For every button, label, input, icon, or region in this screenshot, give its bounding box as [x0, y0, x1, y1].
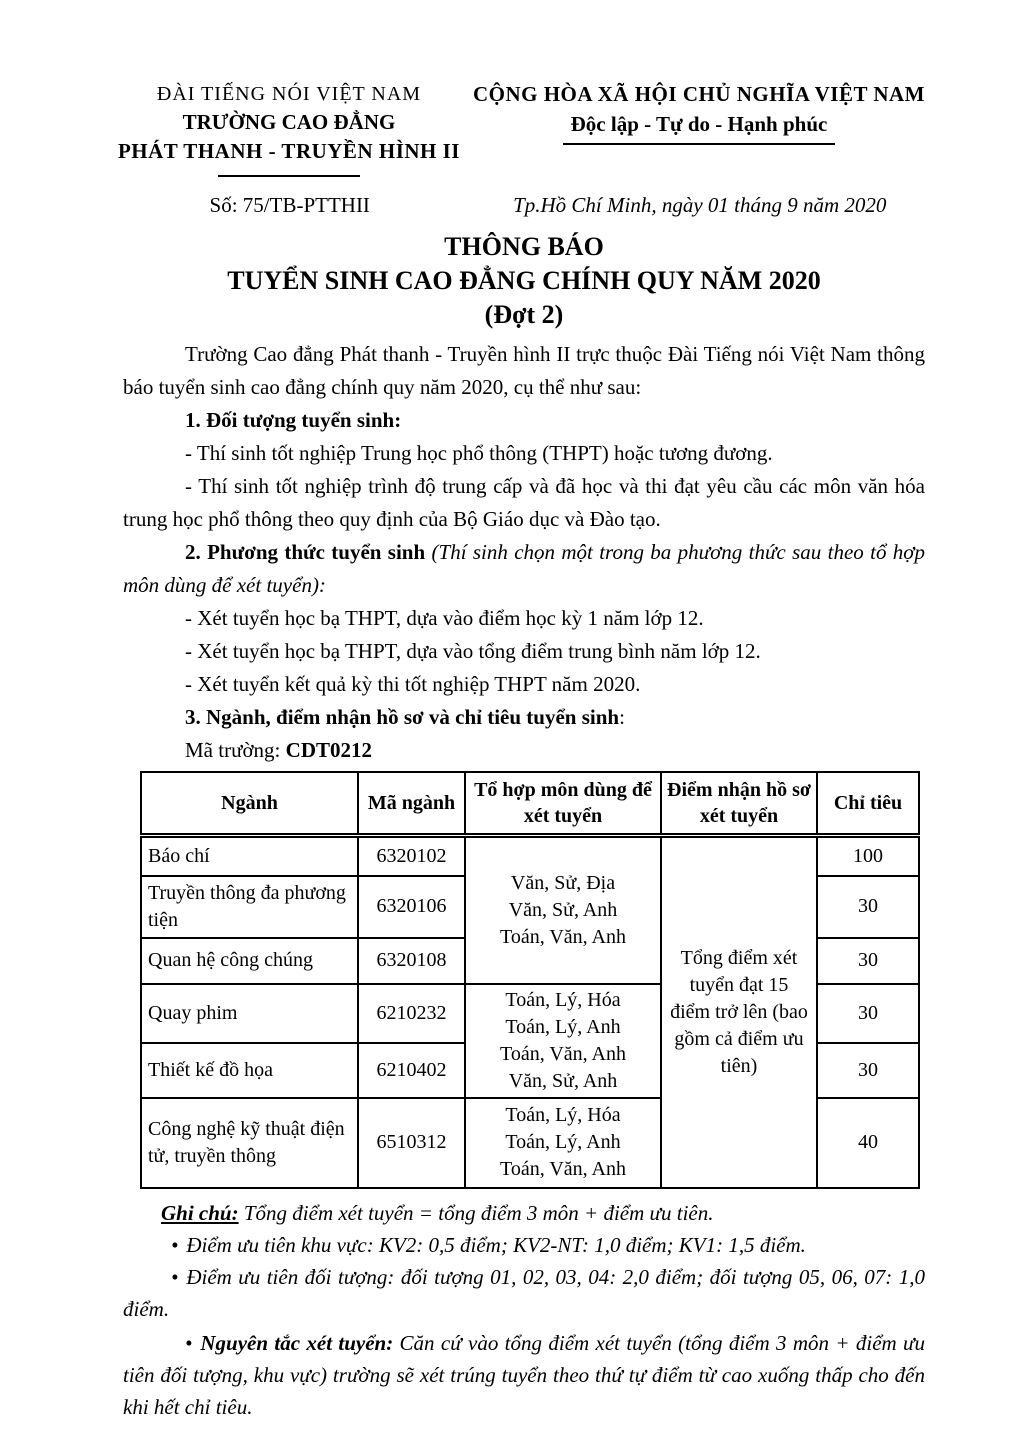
section1-item2: - Thí sinh tốt nghiệp trình độ trung cấp và đã học và thi đạt yêu cầu các môn văn hóa trung học phổ thông theo quy định của Bộ Giáo dục và Đào tạo.: [123, 474, 925, 531]
parent-organization-name: ĐÀI TIẾNG NÓI VIỆT NAM: [156, 83, 422, 105]
cell-diem-nhan: Tổng điểm xét tuyển đạt 15 điểm trở lên (bao gồm cả điểm ưu tiên): [661, 836, 817, 1188]
tohop-line: Toán, Văn, Anh: [500, 925, 626, 948]
reference-row: [123, 193, 925, 218]
tohop-line: Toán, Lý, Anh: [505, 1015, 621, 1038]
note-ghichu-label: Ghi chú:: [161, 1200, 239, 1225]
letterhead-left-rule: [218, 175, 360, 177]
cell-ma-nganh: 6320106: [358, 876, 465, 938]
note-principle-label: Nguyên tắc xét tuyển:: [200, 1330, 394, 1355]
section2-item1: - Xét tuyển học bạ THPT, dựa vào điểm học kỳ 1 năm lớp 12.: [185, 606, 704, 630]
section3-heading: [123, 701, 925, 734]
document-title: [123, 230, 925, 332]
school-code-label: Mã trường:: [185, 738, 286, 762]
header-diem-nhan: Điểm nhận hồ sơ xét tuyển: [661, 772, 817, 836]
cell-nganh: Thiết kế đồ họa: [141, 1043, 358, 1098]
section2-heading: [123, 536, 925, 602]
note-bullet1: [123, 1229, 925, 1261]
section2-item3: - Xét tuyển kết quả kỳ thi tốt nghiệp THPT năm 2020.: [185, 672, 641, 696]
cell-nganh: Quay phim: [141, 984, 358, 1043]
tohop-line: Văn, Sử, Anh: [508, 898, 618, 921]
section3-heading-bold: 3. Ngành, điểm nhận hồ sơ và chỉ tiêu tuyển sinh: [185, 705, 620, 729]
notes-section: [123, 1197, 925, 1423]
note-bullet2: [123, 1261, 925, 1325]
header-nganh: Ngành: [141, 772, 358, 836]
section1-heading: 1. Đối tượng tuyển sinh:: [185, 408, 402, 432]
school-name-line2: PHÁT THANH - TRUYỀN HÌNH II: [117, 139, 460, 163]
cell-nganh: Quan hệ công chúng: [141, 938, 358, 984]
cell-nganh: Công nghệ kỹ thuật điện tử, truyền thông: [141, 1098, 358, 1188]
cell-chi-tieu: 40: [817, 1098, 919, 1188]
cell-nganh: Báo chí: [141, 836, 358, 876]
header-to-hop: Tổ hợp môn dùng để xét tuyển: [465, 772, 661, 836]
title-line3: (Đợt 2): [484, 300, 564, 329]
cell-ma-nganh: 6210402: [358, 1043, 465, 1098]
section2-heading-italic: (Thí sinh chọn một trong ba phương thức sau theo tổ hợp môn dùng để xét tuyển):: [123, 540, 925, 597]
school-code-value: CDT0212: [285, 738, 372, 762]
cell-nganh: Truyền thông đa phương tiện: [141, 876, 358, 938]
tohop-line: Toán, Văn, Anh: [500, 1042, 626, 1065]
note-principle: [123, 1327, 925, 1423]
cell-ma-nganh: 6510312: [358, 1098, 465, 1188]
issuing-organization-block: [105, 80, 473, 177]
school-code-line: [123, 734, 925, 767]
national-motto-line1: CỘNG HÒA XÃ HỘI CHỦ NGHĨA VIỆT NAM: [472, 82, 925, 106]
tohop-line: Toán, Lý, Hóa: [505, 988, 621, 1011]
cell-chi-tieu: 30: [817, 984, 919, 1043]
note-principle-text: Căn cứ vào tổng điểm xét tuyển (tổng điểm 3 môn + điểm ưu tiên đối tượng, khu vực) trường sẽ xét trúng tuyển theo thứ tự điểm từ cao xuống thấp cho đến khi hết chỉ tiêu.: [123, 1330, 925, 1419]
tohop-line: Toán, Lý, Anh: [505, 1131, 621, 1153]
place-and-date: Tp.Hồ Chí Minh, ngày 01 tháng 9 năm 2020: [513, 193, 887, 217]
title-line1: THÔNG BÁO: [444, 232, 604, 261]
admission-table: [140, 771, 920, 1189]
letterhead-right-rule: [563, 143, 835, 145]
section2-heading-bold: 2. Phương thức tuyển sinh: [185, 540, 432, 564]
national-motto-line2: Độc lập - Tự do - Hạnh phúc: [570, 112, 828, 136]
header-chi-tieu: Chỉ tiêu: [817, 772, 919, 836]
cell-ma-nganh: 6210232: [358, 984, 465, 1043]
section2-item2: - Xét tuyển học bạ THPT, dựa vào tổng điểm trung bình năm lớp 12.: [185, 639, 761, 663]
bullet-icon: •: [185, 1330, 193, 1355]
cell-chi-tieu: 100: [817, 836, 919, 876]
table-header-row: [141, 772, 919, 836]
bullet-icon: •: [171, 1264, 179, 1289]
tohop-line: Toán, Lý, Hóa: [505, 1104, 621, 1126]
title-line2: TUYỂN SINH CAO ĐẲNG CHÍNH QUY NĂM 2020: [227, 266, 821, 295]
header-ma-nganh: Mã ngành: [358, 772, 465, 836]
cell-tohop-group1: [465, 836, 661, 984]
cell-chi-tieu: 30: [817, 938, 919, 984]
letterhead: [117, 80, 925, 177]
cell-tohop-group2: [465, 984, 661, 1098]
note-ghichu-text: Tổng điểm xét tuyển = tổng điểm 3 môn + điểm ưu tiên.: [238, 1200, 714, 1225]
document-number: Số: 75/TB-PTTHII: [209, 193, 370, 217]
cell-chi-tieu: 30: [817, 1043, 919, 1098]
table-row: [141, 836, 919, 876]
school-name-line1: TRƯỜNG CAO ĐẲNG: [182, 110, 396, 134]
section1-item1: - Thí sinh tốt nghiệp Trung học phổ thông (THPT) hoặc tương đương.: [185, 441, 773, 465]
bullet-icon: •: [171, 1232, 179, 1257]
cell-ma-nganh: 6320102: [358, 836, 465, 876]
note-bullet2-text: Điểm ưu tiên đối tượng: đối tượng 01, 02, 03, 04: 2,0 điểm; đối tượng 05, 06, 07: 1,0 điểm.: [123, 1264, 925, 1321]
cell-tohop-group3: [465, 1098, 661, 1188]
tohop-line: Toán, Văn, Anh: [500, 1158, 626, 1180]
cell-chi-tieu: 30: [817, 876, 919, 938]
section3-heading-colon: :: [619, 705, 625, 729]
note-ghichu: [123, 1197, 925, 1229]
intro-paragraph: Trường Cao đẳng Phát thanh - Truyền hình II trực thuộc Đài Tiếng nói Việt Nam thông báo tuyển sinh cao đẳng chính quy năm 2020, cụ thể như sau:: [123, 342, 925, 399]
national-motto-block: [473, 80, 925, 177]
note-bullet1-text: Điểm ưu tiên khu vực: KV2: 0,5 điểm; KV2-NT: 1,0 điểm; KV1: 1,5 điểm.: [186, 1232, 806, 1257]
tohop-line: Văn, Sử, Anh: [508, 1069, 618, 1092]
tohop-line: Văn, Sử, Địa: [510, 871, 616, 894]
cell-ma-nganh: 6320108: [358, 938, 465, 984]
